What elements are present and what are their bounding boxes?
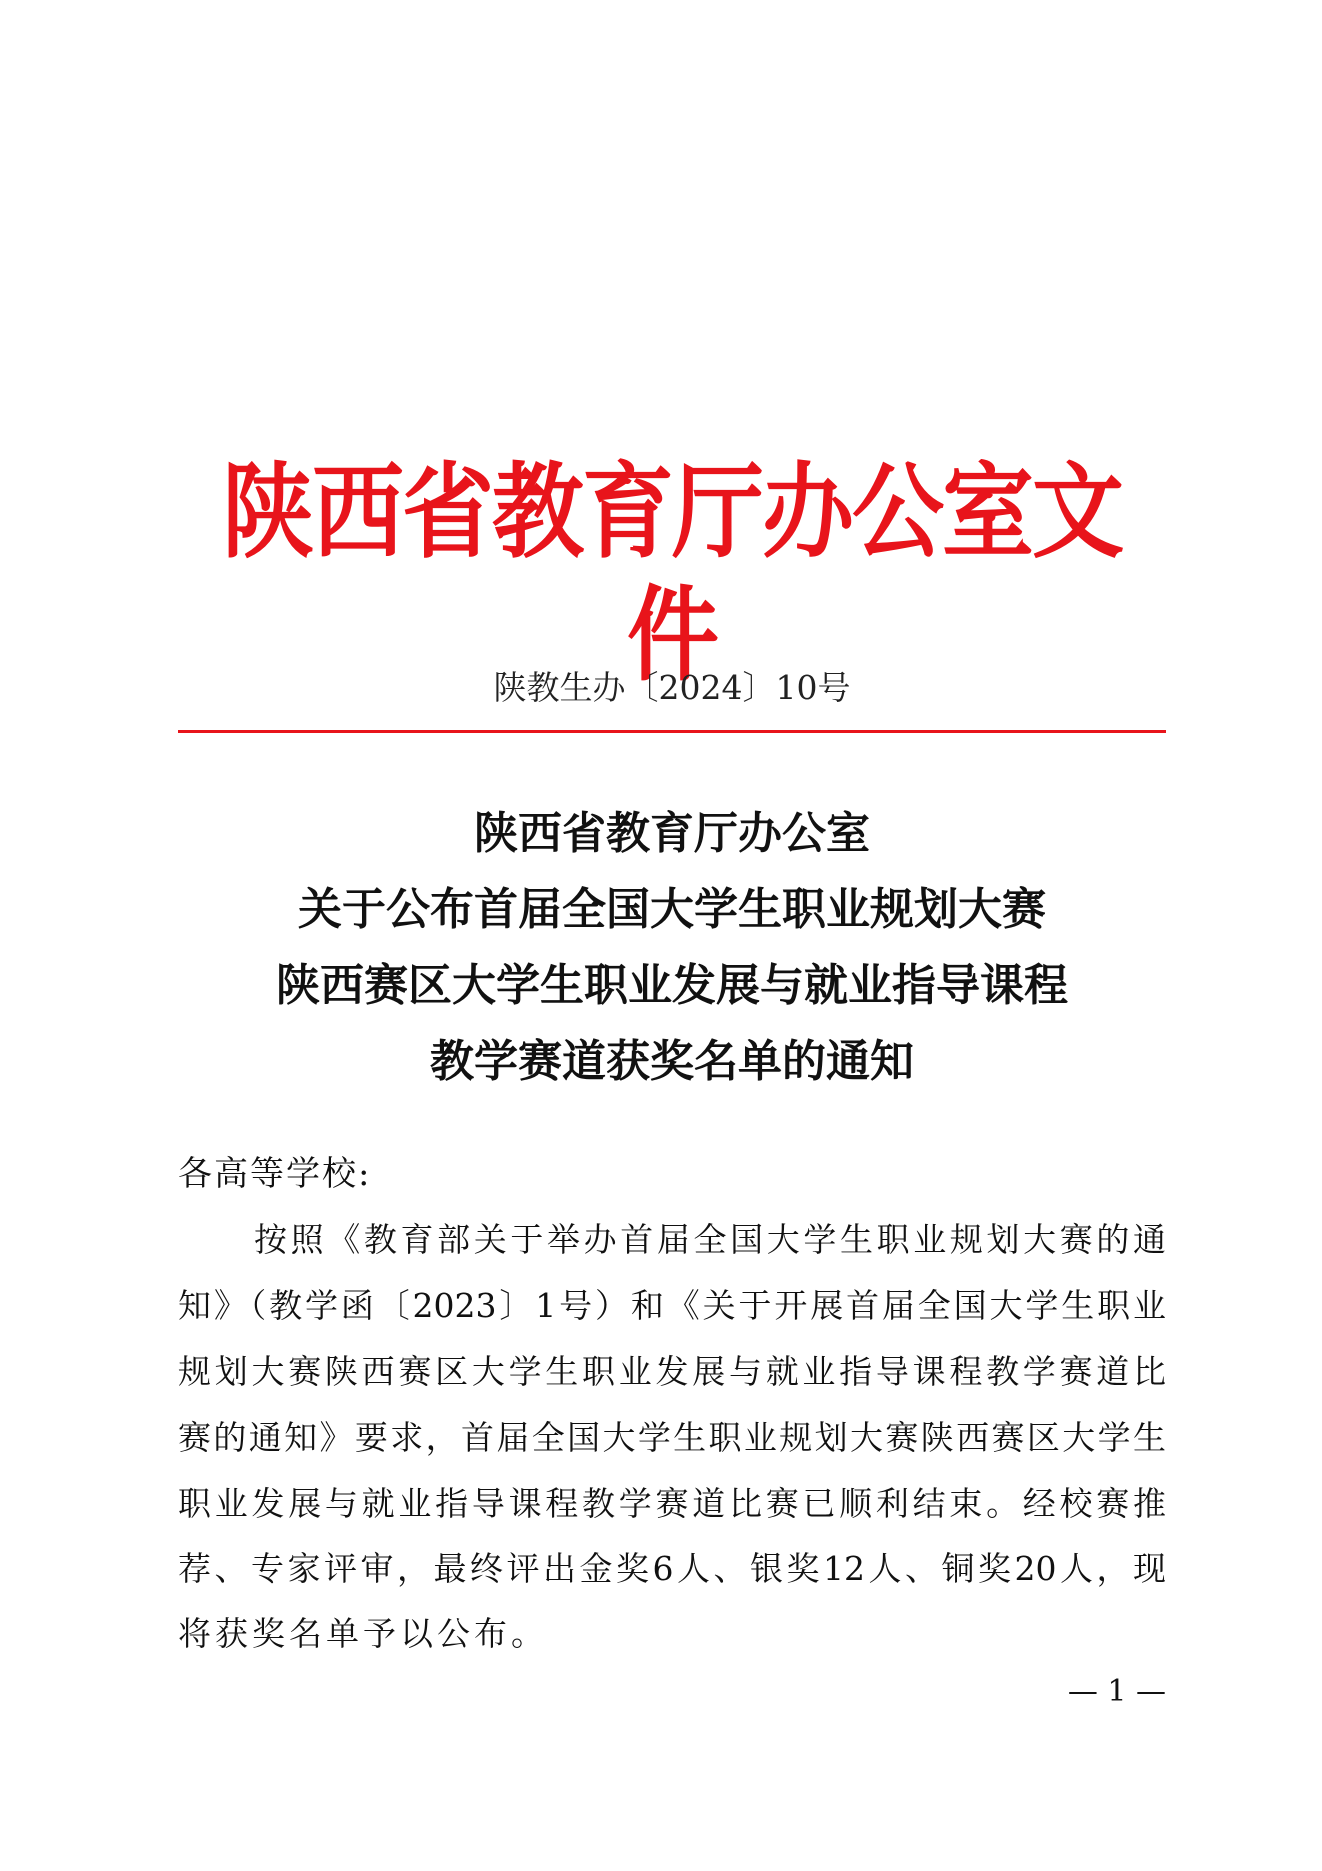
- title-line: 陕西省教育厅办公室: [474, 808, 870, 859]
- salutation: 各高等学校:: [178, 1154, 372, 1194]
- body-line: 荐、专家评审，最终评出金奖6人、银奖12人、铜奖20人，现: [178, 1549, 1166, 1588]
- title-line: 关于公布首届全国大学生职业规划大赛: [298, 884, 1046, 935]
- document-header: 陕西省教育厅办公室文件: [221, 451, 1122, 696]
- body-line: 知》（教学函〔2023〕1号）和《关于开展首届全国大学生职业: [178, 1286, 1166, 1325]
- page-number: — 1 —: [1067, 1674, 1166, 1709]
- title-line: 陕西赛区大学生职业发展与就业指导课程: [276, 960, 1068, 1011]
- document-number: 陕教生办〔2024〕10号: [493, 668, 851, 707]
- title-line: 教学赛道获奖名单的通知: [430, 1036, 914, 1087]
- notice-title: [178, 796, 1166, 1100]
- body-line: 按照《教育部关于举办首届全国大学生职业规划大赛的通: [254, 1220, 1166, 1259]
- body-line: 赛的通知》要求，首届全国大学生职业规划大赛陕西赛区大学生: [178, 1418, 1166, 1457]
- body-line: 将获奖名单予以公布。: [178, 1614, 548, 1653]
- red-divider: [178, 730, 1166, 733]
- body-line: 职业发展与就业指导课程教学赛道比赛已顺利结束。经校赛推: [178, 1484, 1166, 1523]
- body-line: 规划大赛陕西赛区大学生职业发展与就业指导课程教学赛道比: [178, 1352, 1166, 1391]
